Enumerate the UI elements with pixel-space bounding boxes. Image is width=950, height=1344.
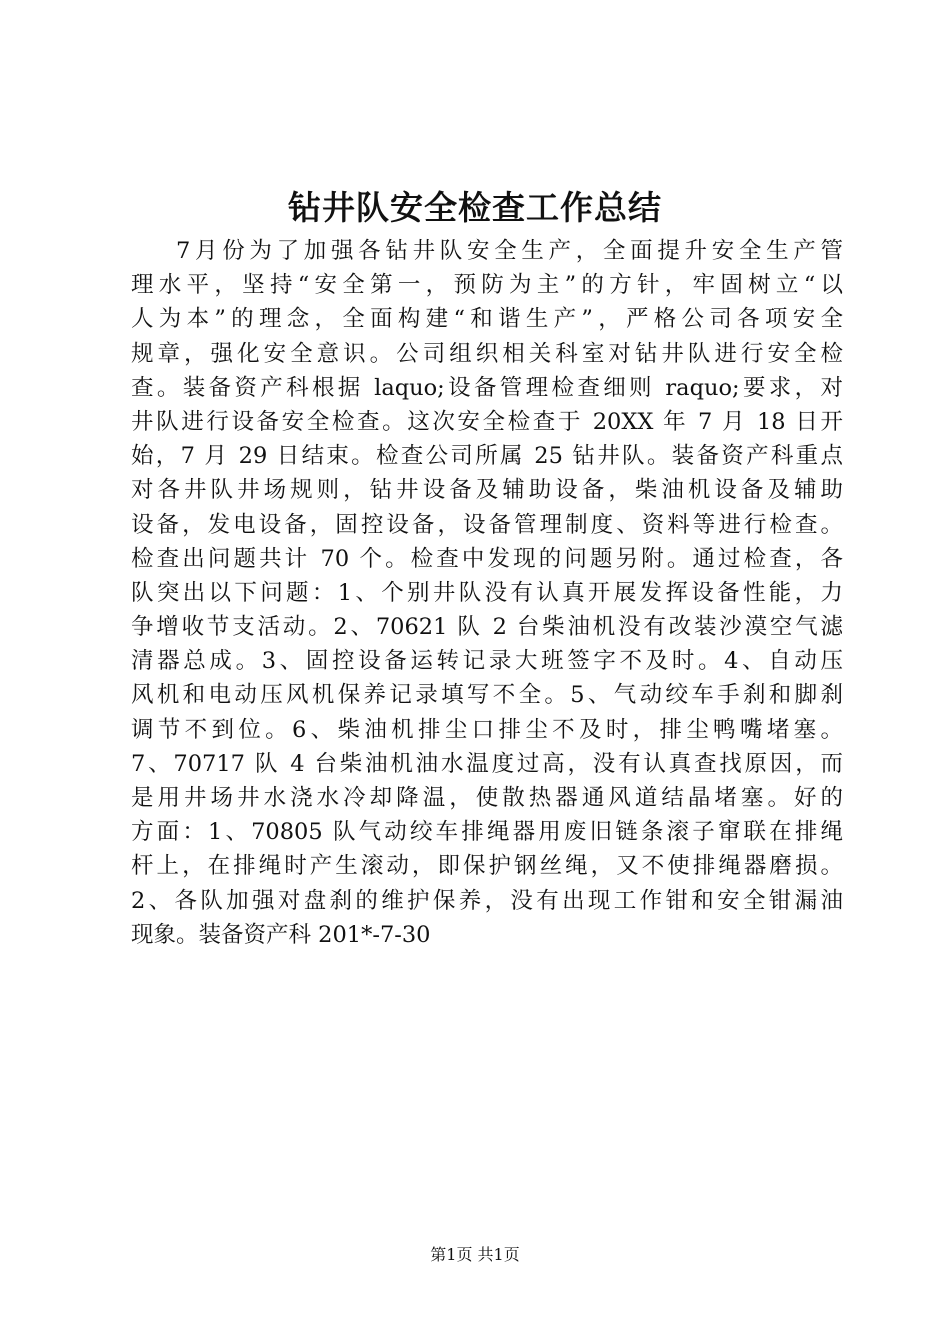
page-footer: 第1页 共1页 xyxy=(430,1245,520,1264)
body-line: 杆上，在排绳时产生滚动，即保护钢丝绳，又不使排绳器磨损。 xyxy=(131,853,843,880)
body-line: 人为本”的理念，全面构建“和谐生产”，严格公司各项安全 xyxy=(131,306,843,333)
body-line: 现象。装备资产科 201*-7-30 xyxy=(131,921,431,948)
body-line: 对各井队井场规则，钻井设备及辅助设备，柴油机设备及辅助 xyxy=(131,477,843,504)
body-line: 2、各队加强对盘刹的维护保养，没有出现工作钳和安全钳漏油 xyxy=(131,887,843,914)
body-line: 规章，强化安全意识。公司组织相关科室对钻井队进行安全检 xyxy=(131,340,843,367)
body-line: 7月份为了加强各钻井队安全生产，全面提升安全生产管 xyxy=(176,238,843,264)
document-title: 钻井队安全检查工作总结 xyxy=(288,188,662,227)
body-line: 理水平，坚持“安全第一，预防为主”的方针，牢固树立“以 xyxy=(131,272,843,299)
body-line: 调节不到位。6、柴油机排尘口排尘不及时，排尘鸭嘴堵塞。 xyxy=(131,716,843,743)
body-line: 查。装备资产科根据 laquo;设备管理检查细则 raquo;要求，对 xyxy=(131,374,843,401)
body-line: 清器总成。3、固控设备运转记录大班签字不及时。4、自动压 xyxy=(131,648,843,675)
body-line: 检查出问题共计 70 个。检查中发现的问题另附。通过检查，各 xyxy=(131,545,843,572)
body-line: 方面：1、70805 队气动绞车排绳器用废旧链条滚子窜联在排绳 xyxy=(131,819,843,846)
body-line: 是用井场井水浇水冷却降温，使散热器通风道结晶堵塞。好的 xyxy=(131,785,843,811)
body-line: 争增收节支活动。2、70621 队 2 台柴油机没有改装沙漠空气滤 xyxy=(131,614,843,641)
body-line: 设备，发电设备，固控设备，设备管理制度、资料等进行检查。 xyxy=(131,511,843,538)
body-line: 井队进行设备安全检查。这次安全检查于 20XX 年 7 月 18 日开 xyxy=(131,408,843,435)
body-line: 队突出以下问题：1、个别井队没有认真开展发挥设备性能，力 xyxy=(131,579,843,606)
body-line: 风机和电动压风机保养记录填写不全。5、气动绞车手刹和脚刹 xyxy=(131,682,843,709)
document-body xyxy=(131,234,843,952)
body-line: 始，7 月 29 日结束。检查公司所属 25 钻井队。装备资产科重点 xyxy=(131,443,843,470)
body-line: 7、70717 队 4 台柴油机油水温度过高，没有认真查找原因，而 xyxy=(131,750,843,777)
